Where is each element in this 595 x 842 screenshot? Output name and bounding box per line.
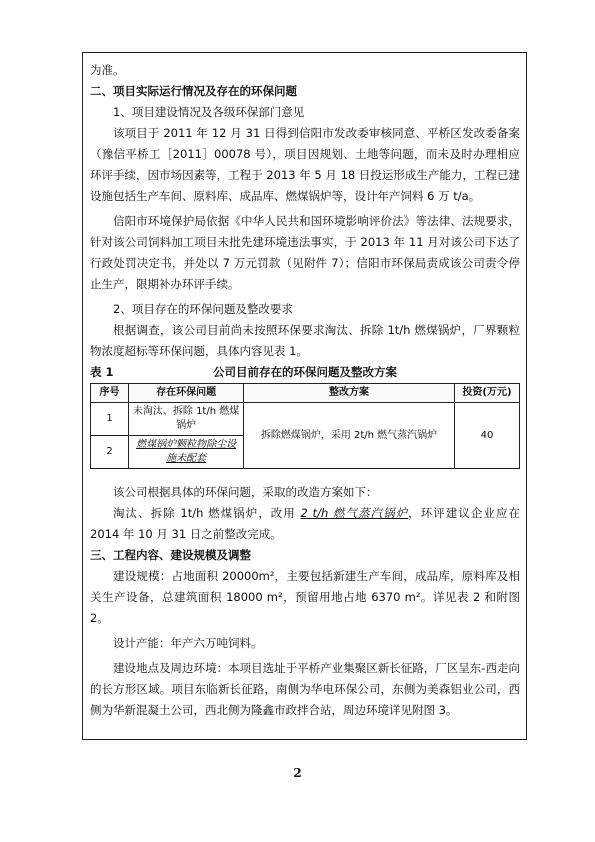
table-header-no: 序号: [91, 384, 129, 403]
paragraph-construction-scale: 建设规模：占地面积 20000m²，主要包括新建生产车间，成品库，原料库及相关生产设备，总建筑面积 18000 m²，预留用地占地 6370 m²。详见表 2 和附图 2。: [90, 569, 520, 625]
paragraph-design-capacity: 设计产能：年产六万吨饲料。: [113, 636, 263, 650]
table-header-investment: 投资(万元): [454, 384, 519, 403]
paragraph-project-approval: 该项目于 2011 年 12 月 31 日得到信阳市发改委审核同意、平桥区发改委备案（豫信平桥工［2011］00078 号），项目因规划、土地等问题，而未及时办理相应环评手续，因市场因素等，工程于 2013 年 5 月 18 日投运形成生产能力，工程已建设施包括生产车间、原料库、成品库、燃煤锅炉等，设计年产饲料 6 万 t/a。: [90, 126, 520, 203]
paragraph-investigation: 根据调查，该公司目前尚未按照环保要求淘汰、拆除 1t/h 燃煤锅炉，厂界颗粒物浓度超标等环保问题，具体内容见表 1。: [90, 323, 520, 358]
table-cell-plan: 拆除燃煤锅炉，采用 2t/h 燃气蒸汽锅炉: [244, 403, 455, 469]
rectification-text-b: ，环评建议企业应在 2014 年 10 月 31 日之前整改完成。: [90, 506, 520, 541]
paragraph-location-surroundings: 建设地点及周边环境：本项目选址于平桥产业集聚区新长征路，厂区呈东-西走向的长方形区域。项目东临新长征路，南侧为华电环保公司，东侧为美森铝业公司，西侧为华新混凝土公司，西北侧为隆鑫市政拌合站，周边环境详见附图 3。: [90, 661, 520, 717]
table-cell-problem: 未淘汰、拆除 1t/h 燃煤锅炉: [129, 403, 244, 436]
table-1-title: 公司目前存在的环保问题及整改方案: [213, 365, 397, 379]
paragraph-rectification-intro: 该公司根据具体的环保问题，采取的改造方案如下：: [113, 485, 378, 499]
section-2-heading: 二、项目实际运行情况及存在的环保问题: [90, 84, 297, 98]
table-cell-problem: 燃煤锅炉颗粒物除尘设施未配套: [129, 436, 244, 469]
table-header-problem: 存在环保问题: [129, 384, 244, 403]
subsection-2-2-heading: 2、项目存在的环保问题及整改要求: [113, 302, 293, 316]
table-1: [90, 383, 520, 469]
table-1-label: 表 1: [90, 365, 114, 379]
subsection-2-1-heading: 1、项目建设情况及各级环保部门意见: [113, 105, 305, 119]
document-body: [90, 60, 520, 721]
table-cell-investment: 40: [454, 403, 519, 469]
rectification-text-a: 淘汰、拆除 1t/h 燃煤锅炉，改用: [113, 506, 301, 520]
table-cell-no: 2: [91, 436, 129, 469]
table-header-plan: 整改方案: [244, 384, 455, 403]
gas-boiler-underlined: 2 t/h 燃气蒸汽锅炉: [300, 506, 409, 520]
page-number: 2: [293, 766, 302, 780]
table-row: [91, 403, 520, 436]
paragraph-administrative-penalty: 信阳市环境保护局依据《中华人民共和国环境影响评价法》等法律、法规要求，针对该公司饲料加工项目未批先建环境违法事实，于 2013 年 11 月对该公司下达了行政处罚决定书，并处以 7 万元罚款（见附件 7）；信阳市环保局责成该公司责令停止生产，限期补办环评手续。: [90, 214, 520, 291]
continuation-line: 为准。: [90, 63, 125, 77]
table-header-row: [91, 384, 520, 403]
table-cell-no: 1: [91, 403, 129, 436]
table-1-caption: [90, 362, 520, 383]
section-3-heading: 三、工程内容、建设规模及调整: [90, 548, 251, 562]
paragraph-rectification-plan: [90, 503, 520, 545]
